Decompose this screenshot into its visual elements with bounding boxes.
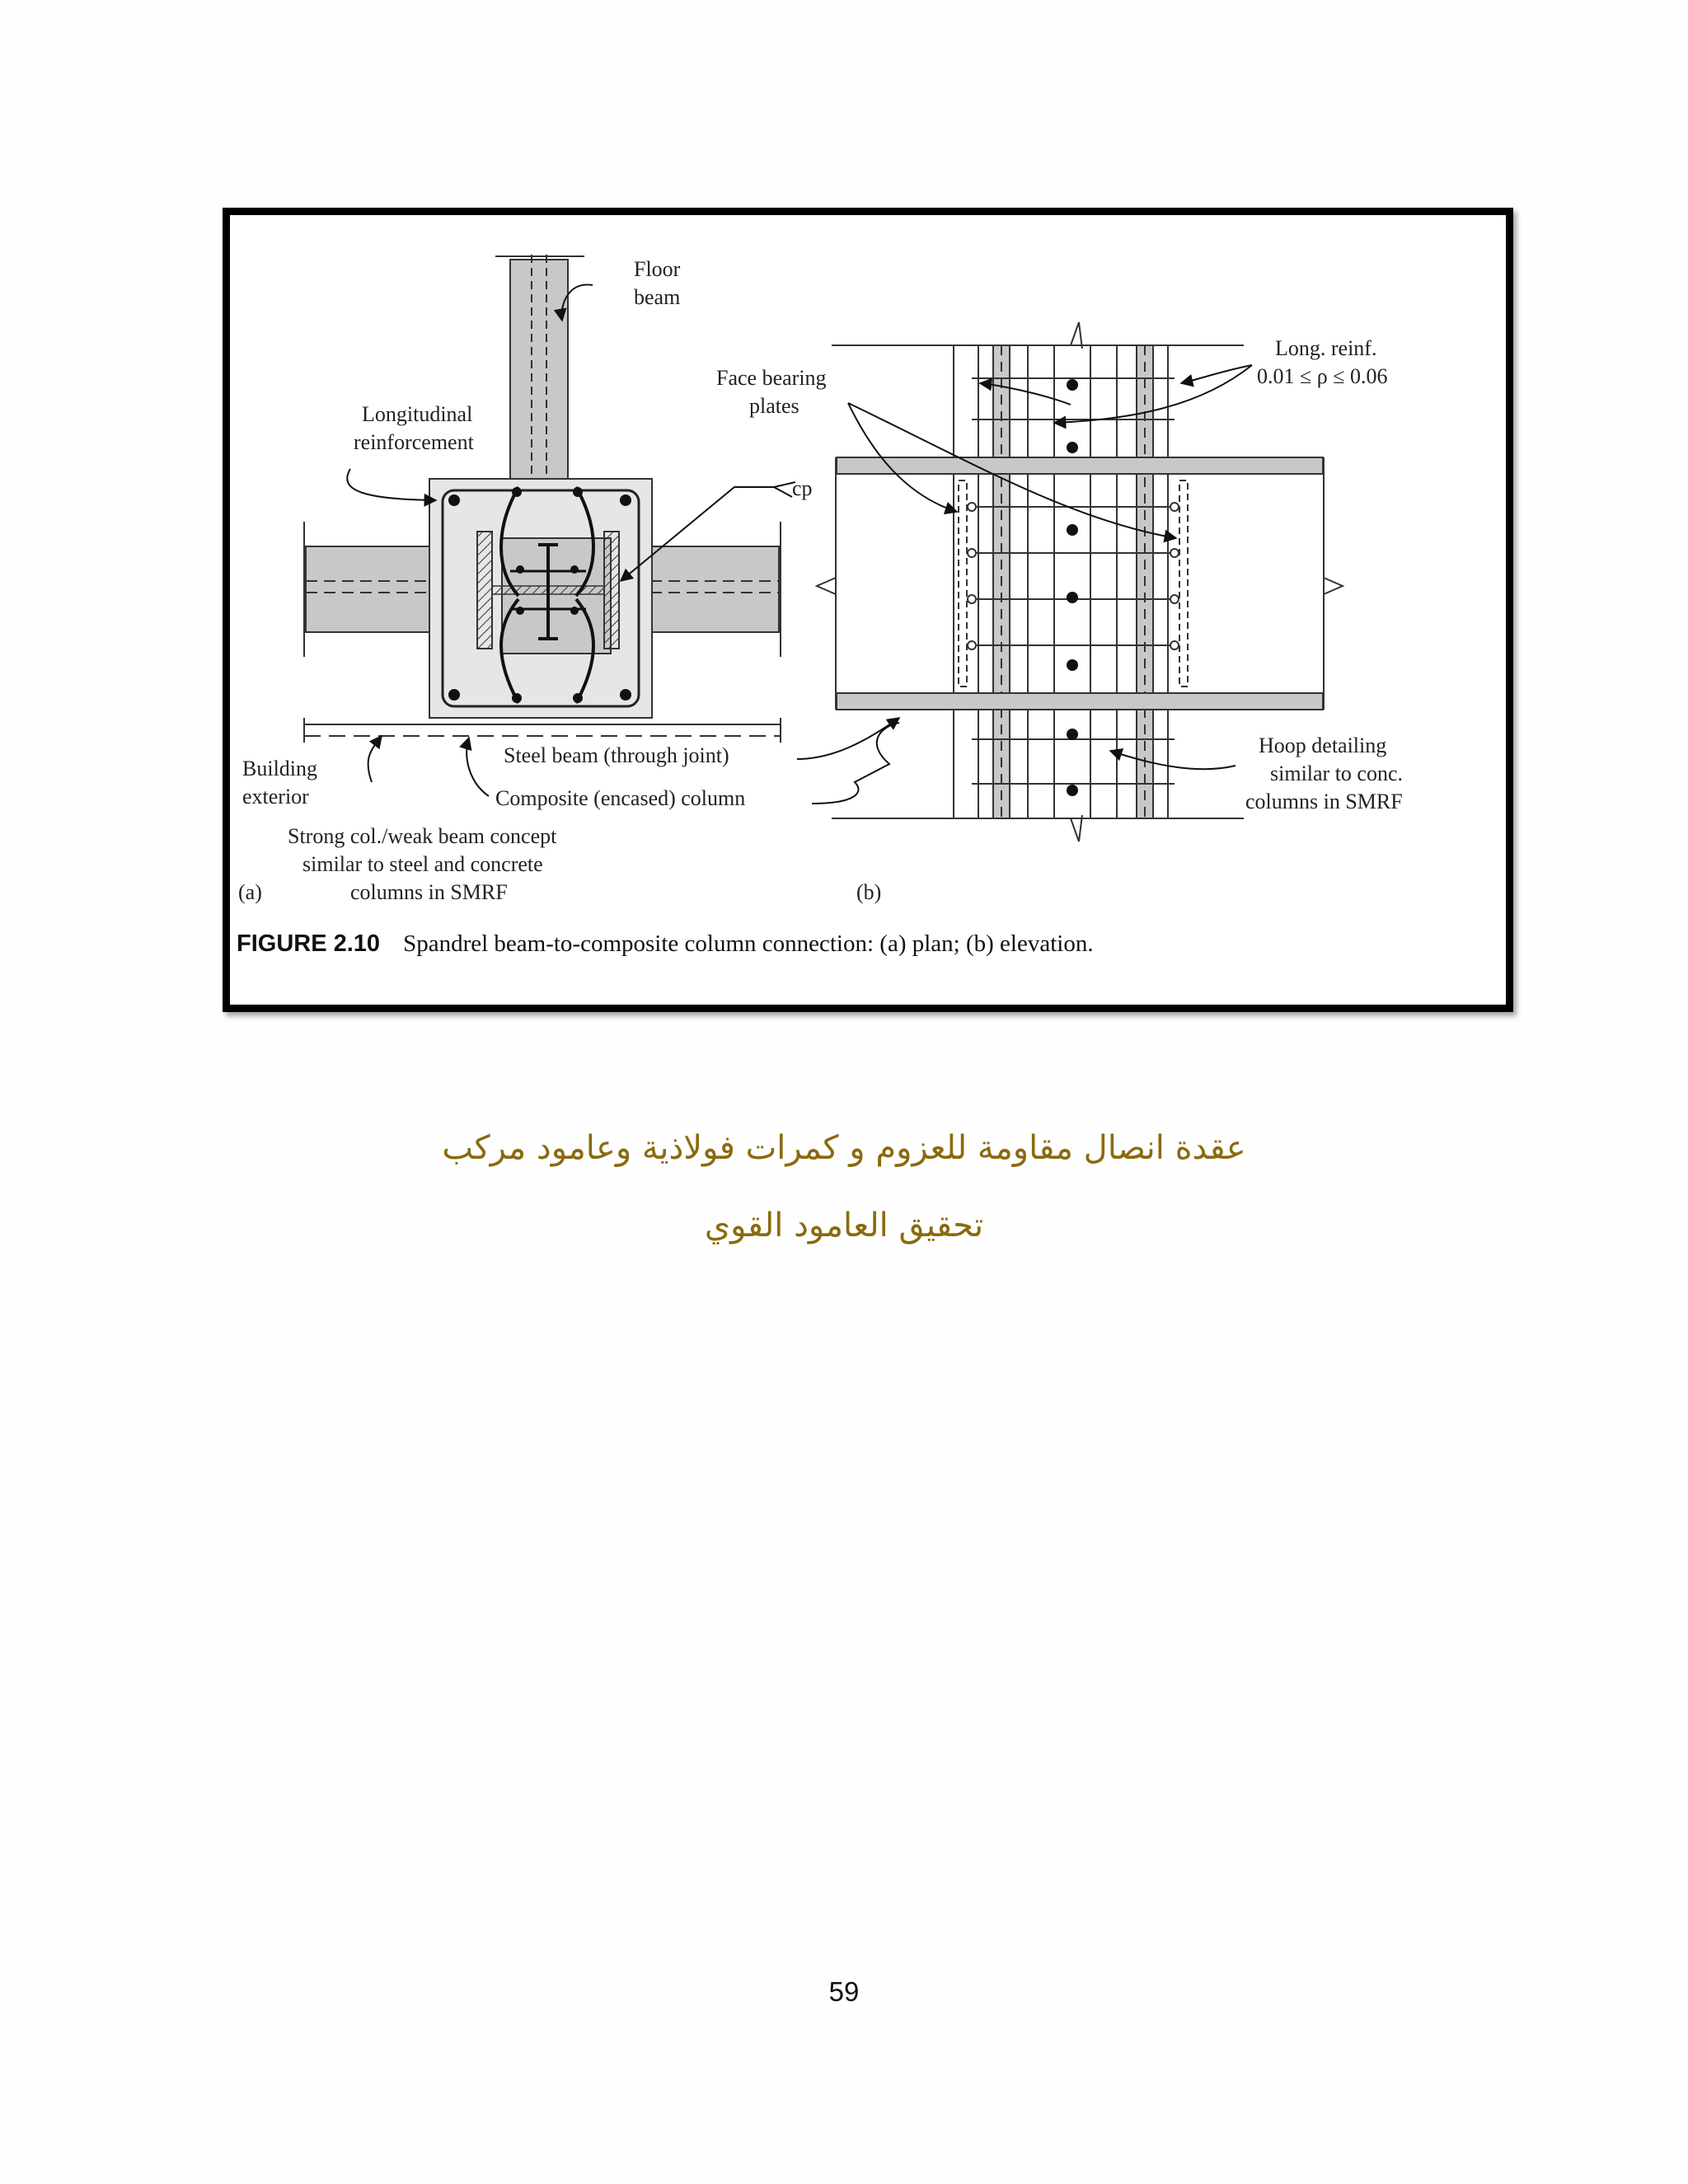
label-strong-col-2: similar to steel and concrete: [302, 852, 543, 876]
page-number: 59: [828, 1976, 860, 2007]
label-building: Building: [242, 757, 318, 780]
plan-view: [304, 255, 795, 796]
label-exterior: exterior: [242, 785, 309, 808]
label-face-bearing: Face bearing: [716, 366, 827, 390]
label-cp: cp: [792, 476, 813, 500]
figure-caption-text: Spandrel beam-to-composite column connection: (a) plan; (b) elevation.: [403, 930, 1094, 957]
label-reinf-ratio: 0.01 ≤ ρ ≤ 0.06: [1257, 364, 1388, 388]
label-steel-beam: Steel beam (through joint): [504, 743, 729, 767]
label-face-bearing-2: plates: [749, 394, 799, 418]
label-hoop-3: columns in SMRF: [1245, 790, 1403, 813]
label-hoop-2: similar to conc.: [1270, 762, 1404, 785]
arabic-heading-line-2: تحقيق العامود القوي: [704, 1207, 984, 1244]
label-longitudinal-reinforcement: Longitudinal: [362, 402, 473, 426]
label-strong-col-3: columns in SMRF: [350, 880, 508, 904]
label-hoop-1: Hoop detailing: [1259, 733, 1387, 757]
connection-diagram: [230, 215, 1506, 1005]
arabic-heading-line-1: عقدة انصال مقاومة للعزوم و كمرات فولاذية وعامود مركب: [442, 1129, 1246, 1167]
label-part-b: (b): [856, 880, 882, 904]
label-strong-col-1: Strong col./weak beam concept: [288, 824, 557, 848]
elevation-view: [797, 322, 1343, 841]
label-floor-beam: Floor: [634, 257, 681, 281]
figure-frame: [223, 208, 1513, 1012]
figure-caption: [237, 930, 1094, 958]
label-long-reinf: Long. reinf.: [1275, 336, 1377, 360]
label-floor-beam-2: beam: [634, 285, 681, 309]
label-longitudinal-reinforcement-2: reinforcement: [354, 430, 474, 454]
figure-number: FIGURE 2.10: [237, 930, 381, 957]
label-part-a: (a): [238, 880, 262, 904]
label-composite-column: Composite (encased) column: [495, 786, 746, 810]
